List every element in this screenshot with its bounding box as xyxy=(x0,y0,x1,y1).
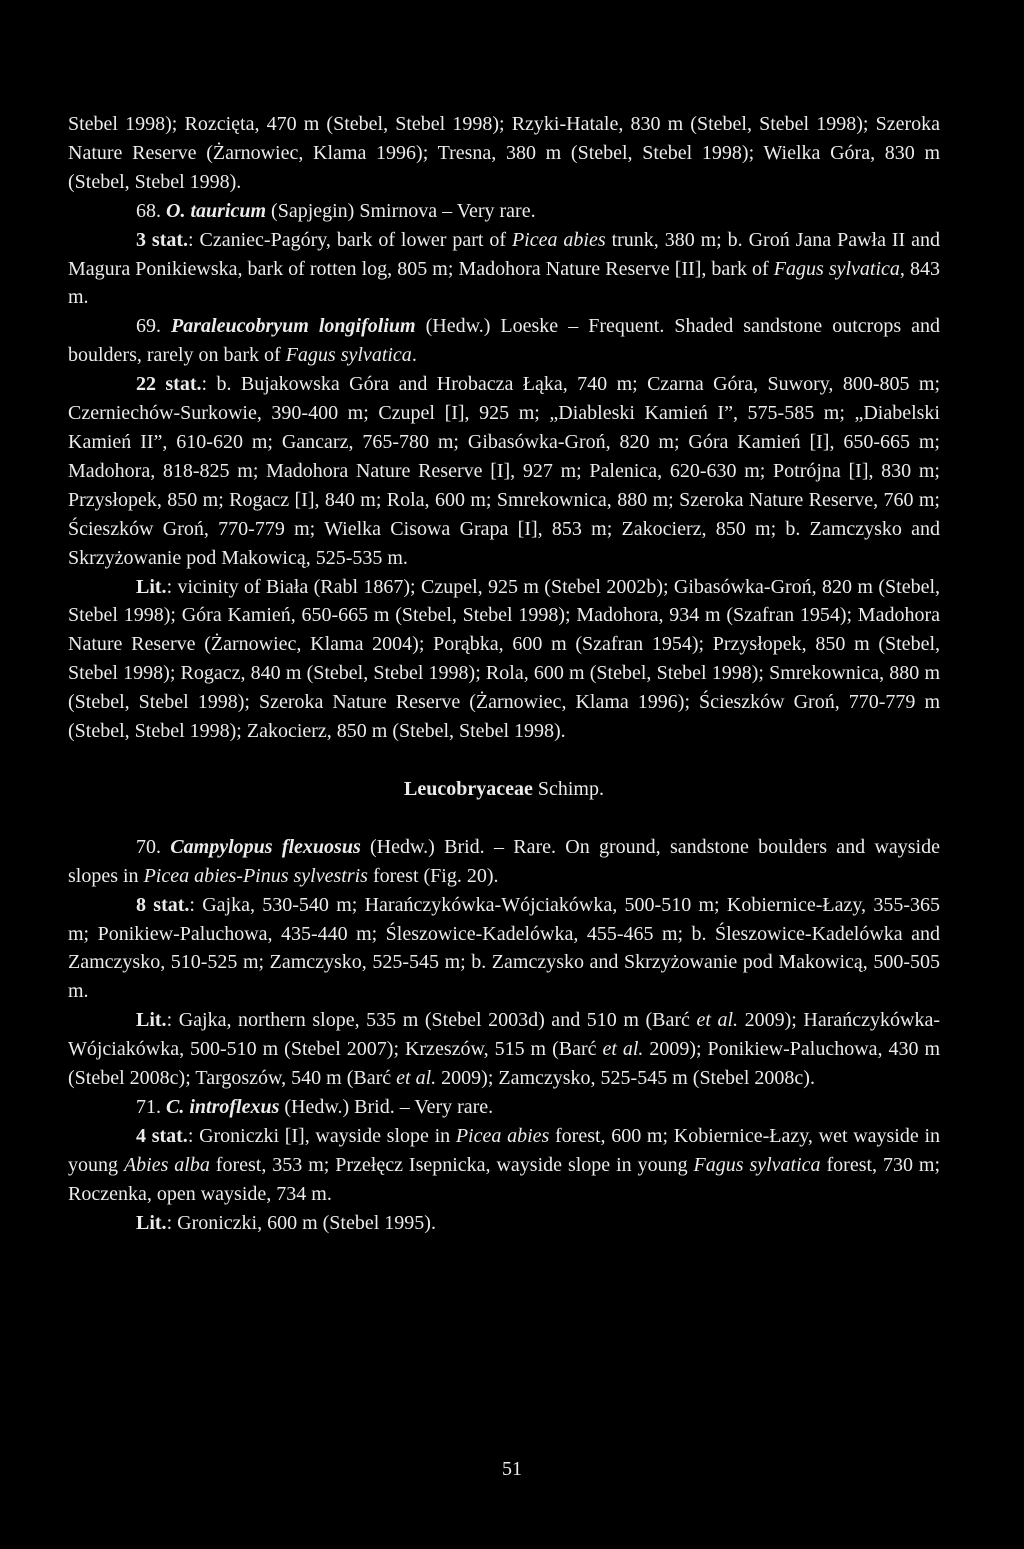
species-68-stations: 3 stat.: Czaniec-Pagóry, bark of lower part of Picea abies trunk, 380 m; b. Groń Jana Pawła II and Magura Ponikiewska, bark of rotten log, 805 m; Madohora Nature Reserve [II], bark of Fagus sylvatica, 843 m. xyxy=(68,228,940,309)
stat-label: 4 stat. xyxy=(136,1124,188,1147)
species-69-stations: 22 stat.: b. Bujakowska Góra and Hrobacza Łąka, 740 m; Czarna Góra, Suwory, 800-805 m; Czerniechów-Surkowie, 390-400 m; Czupel [I], 925 m; „Diableski Kamień I”, 575-585 m; „Diabelski Kamień II”, 610-620 m; Gancarz, 765-780 m; Gibasówka-Groń, 820 m; Góra Kamień [I], 650-665 m; Madohora, 818-825 m; Madohora Nature Reserve [I], 927 m; Palenica, 620-630 m; Potrójna [I], 830 m; Przysłopek, 850 m; Rogacz [I], 840 m; Rola, 600 m; Smrekownica, 880 m; Szeroka Nature Reserve, 760 m; Ścieszków Groń, 770-779 m; Wielka Cisowa Grapa [I], 853 m; Zakocierz, 850 m; b. Zamczysko and Skrzyżowanie pod Makowicą, 525-535 m. xyxy=(68,373,940,569)
species-71-literature: Lit.: Groniczki, 600 m (Stebel 1995). xyxy=(136,1211,436,1234)
lit-label: Lit. xyxy=(136,575,167,598)
species-number: 71. xyxy=(136,1096,161,1118)
species-name: C. introflexus xyxy=(166,1096,280,1118)
body-text xyxy=(68,110,940,1238)
species-69-literature: Lit.: vicinity of Biała (Rabl 1867); Czupel, 925 m (Stebel 2002b); Gibasówka-Groń, 820 m (Stebel, Stebel 1998); Góra Kamień, 650-665 m (Stebel, Stebel 1998); Madohora, 934 m (Szafran 1954); Madohora Nature Reserve (Żarnowiec, Klama 2004); Porąbka, 600 m (Szafran 1954); Przysłopek, 850 m (Stebel, Stebel 1998); Rogacz, 840 m (Stebel, Stebel 1998); Rola, 600 m (Stebel, Stebel 1998); Smrekownica, 880 m (Stebel, Stebel 1998); Szeroka Nature Reserve (Żarnowiec, Klama 1996); Ścieszków Groń, 770-779 m (Stebel, Stebel 1998); Zakocierz, 850 m (Stebel, Stebel 1998). xyxy=(68,575,940,743)
family-heading: Leucobryaceae Schimp. xyxy=(404,777,604,800)
lit-label: Lit. xyxy=(136,1211,167,1234)
species-69-entry: 69. Paraleucobryum longifolium (Hedw.) Loeske – Frequent. Shaded sandstone outcrops and boulders, rarely on bark of Fagus sylvatica. xyxy=(68,315,941,367)
species-number: 69. xyxy=(136,315,161,338)
species-70-entry: 70. Campylopus flexuosus (Hedw.) Brid. – Rare. On ground, sandstone boulders and wayside slopes in Picea abies-Pinus sylvestris forest (Fig. 20). xyxy=(68,835,940,887)
stat-label: 3 stat. xyxy=(136,228,189,251)
stat-label: 8 stat. xyxy=(136,893,190,916)
species-name: O. tauricum xyxy=(166,199,267,222)
species-name: Campylopus flexuosus xyxy=(170,835,361,858)
species-70-stations: 8 stat.: Gajka, 530-540 m; Harańczykówka-Wójciakówka, 500-510 m; Kobiernice-Łazy, 355-365 m; Ponikiew-Paluchowa, 435-440 m; Śleszowice-Kadelówka, 455-465 m; b. Śleszowice-Kadelówka and Zamczysko, 510-525 m; Zamczysko, 525-545 m; b. Zamczysko and Skrzyżowanie pod Makowicą, 500-505 m. xyxy=(68,893,940,1003)
lit-label: Lit. xyxy=(136,1009,167,1032)
species-70-literature: Lit.: Gajka, northern slope, 535 m (Stebel 2003d) and 510 m (Barć et al. 2009); Harańczykówka-Wójciakówka, 500-510 m (Stebel 2007); Krzeszów, 515 m (Barć et al. 2009); Ponikiew-Paluchowa, 430 m (Stebel 2008c); Targoszów, 540 m (Barć et al. 2009); Zamczysko, 525-545 m (Stebel 2008c). xyxy=(68,1009,941,1090)
species-number: 70. xyxy=(136,835,161,858)
species-71-entry: 71. C. introflexus (Hedw.) Brid. – Very rare. xyxy=(136,1096,494,1118)
page-number: 51 xyxy=(502,1458,522,1480)
species-71-stations: 4 stat.: Groniczki [I], wayside slope in Picea abies forest, 600 m; Kobiernice-Łazy, wet wayside in young Abies alba forest, 353 m; Przełęcz Isepnicka, wayside slope in young Fagus sylvatica forest, 730 m; Roczenka, open wayside, 734 m. xyxy=(68,1124,941,1205)
species-name: Paraleucobryum longifolium xyxy=(171,315,416,338)
paragraph-continuation: Stebel 1998); Rozcięta, 470 m (Stebel, Stebel 1998); Rzyki-Hatale, 830 m (Stebel, Stebel 1998); Szeroka Nature Reserve (Żarnowiec, Klama 1996); Tresna, 380 m (Stebel, Stebel 1998); Wielka Góra, 830 m (Stebel, Stebel 1998). xyxy=(68,113,940,193)
species-number: 68. xyxy=(136,199,161,222)
species-68-entry: 68. O. tauricum (Sapjegin) Smirnova – Very rare. xyxy=(136,199,536,222)
stat-label: 22 stat. xyxy=(136,373,202,396)
